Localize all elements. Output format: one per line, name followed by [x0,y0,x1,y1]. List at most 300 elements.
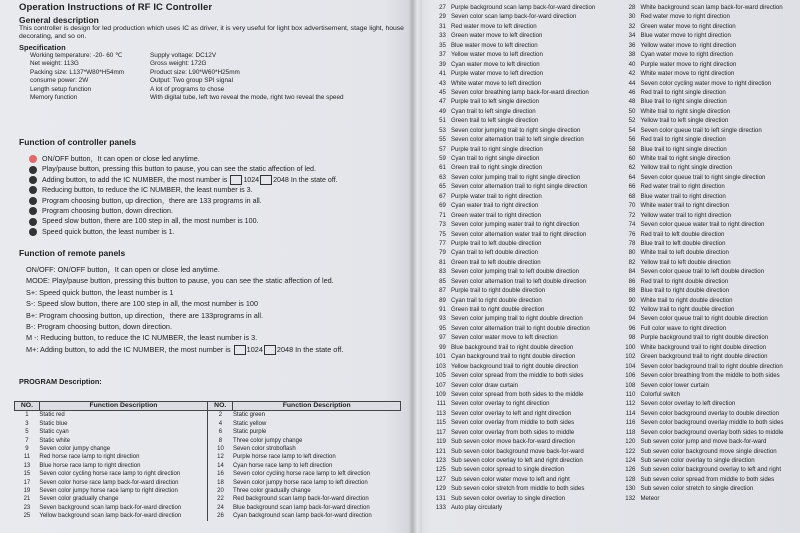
arrow-up-icon [29,197,37,205]
row-number: 79 [439,249,446,257]
row-description: Green background trail to right double direction [640,353,768,361]
row-number: 77 [439,239,446,247]
row-number: 74 [628,221,636,229]
speed-quick-icon [29,228,37,236]
row-number: 1 [25,412,29,419]
row-number: 86 [628,277,636,285]
power-icon [29,155,37,163]
program-row [422,343,800,352]
row-number: 16 [207,470,232,478]
row-description: Purple water move to left direction [450,70,544,78]
general-heading: General description [19,15,99,25]
table-header-row [15,402,401,411]
program-row [422,277,800,286]
row-number: 121 [435,447,446,455]
row-description: Seven color cycling horse race lamp to right direction [39,471,181,478]
spec-item: Length setup function [30,85,92,93]
row-number: 43 [439,79,446,87]
row-description: Cyan water move to left direction [450,60,540,68]
row-description: Static blue [39,420,68,427]
row-description: Static red [39,412,65,419]
program-row [422,88,800,97]
row-description: Static cyan [39,429,69,436]
row-description: Blue water move to right direction [640,32,731,40]
item-text: Speed slow button, there are 100 step in all, the most number is 100. [42,217,259,226]
row-number: 116 [625,419,636,427]
row-number: 87 [439,287,446,295]
row-description: Seven color lower curtain [640,381,709,389]
program-row [422,503,800,512]
row-number: 29 [439,13,446,21]
row-number: 129 [435,485,446,493]
row-description: Seven color horse race lamp back-for-ward direction [39,479,179,486]
row-number: 5 [25,429,29,436]
play-pause-icon [29,166,37,174]
row-description: Seven color alternation trail to right single direction [450,183,588,191]
program-row [422,465,800,474]
program-row [422,239,800,248]
list-item [29,154,404,164]
row-description: Seven background scan lamp back-for-ward direction [39,504,182,511]
row-description: Purple water move to right direction [640,60,737,68]
row-description: Seven color background overlay both sides to middle [640,428,784,436]
row-number: 44 [628,79,636,87]
row-description: Seven color water move to left direction [450,334,558,342]
program-row [422,418,800,427]
program-row [422,192,800,201]
row-description: Yellow water move to left direction [450,51,543,59]
row-number: 36 [628,41,636,49]
row-number: 24 [207,504,232,512]
item-text: ON/OFF button，It can open or close led anytime. [42,155,200,163]
row-number: 96 [628,324,636,332]
row-description: Seven color jumping trail to right double direction [450,315,583,323]
row-number: 123 [435,457,446,464]
row-number: 68 [628,192,636,200]
row-description: White background scan lamp back-for-ward direction [640,4,783,11]
row-description: Cyan background scan lamp back-for-ward direction [232,513,372,520]
row-description: Seven color alternation trail to right double direction [450,324,590,332]
checkbox-icon [234,345,246,355]
row-number: 127 [435,475,446,483]
row-number: 58 [628,145,636,153]
row-number: 26 [207,512,232,520]
row-description: Seven color overlay to right direction [450,400,550,408]
row-number: 131 [435,494,446,502]
row-description: Sub seven color jump and move back-for-ward [640,438,767,446]
program-row [422,69,800,78]
row-number: 19 [23,488,31,495]
row-number: 118 [625,428,636,436]
row-number: 40 [628,60,636,68]
row-number: 34 [628,32,636,40]
row-description: White trail to right single direction [640,155,731,162]
list-item [26,344,404,355]
row-description: Purple trail to right double direction [450,287,546,295]
row-number: 85 [439,277,446,285]
spec-item: Product size: L90*W60*H25mm [150,68,240,76]
row-description: Blue background scan lamp back-for-ward direction [232,504,370,511]
row-number: 41 [439,70,446,78]
row-number: 90 [628,296,636,304]
program-row [422,371,800,380]
row-number: 4 [207,420,232,428]
program-row [422,145,800,154]
row-description: Red horse race lamp to right direction [39,454,140,461]
row-number: 97 [439,334,446,342]
row-number: 73 [439,221,446,229]
program-row [422,494,800,503]
row-number: 62 [628,164,636,172]
row-description: Red trail to right single direction [640,88,726,96]
row-description: Seven color jumping trail to right single direction [450,126,581,134]
row-number: 76 [628,230,636,238]
program-row [422,22,800,31]
row-description: Seven color jumping water trail to right direction [450,221,580,229]
list-item: S-: Speed slow button, there are 100 step in all, the most number is 100 [26,299,259,309]
list-item: M -: Reducing button, to reduce the IC NUMBER, the least number is 3. [26,333,258,343]
row-description: Full color wave to right direction [640,324,727,332]
row-description: Green trail to right double direction [450,306,545,313]
item-text: Play/pause button, pressing this button to pause, you can see the static affection of led. [42,165,316,174]
row-number: 14 [207,462,232,470]
row-description: Blue trail to right single direction [640,98,727,106]
row-description: Cyan horse race lamp to left direction [232,462,333,469]
row-description: Red trail to left double direction [640,230,725,238]
list-item: B+: Program choosing button, up direction，there are 133programs in all. [26,310,264,320]
row-number: 9 [25,446,29,453]
row-number: 93 [439,315,446,323]
table-row [15,428,401,436]
table-row [15,487,401,495]
row-description: Static green [232,412,265,419]
row-description: Blue water move to left direction [450,41,538,49]
row-description: Cyan water move to right direction [640,51,733,59]
item-text: Speed quick button, the least number is 1. [42,227,175,236]
row-description: Seven color overlay to left direction [640,400,736,408]
row-number: 17 [23,479,31,486]
row-number: 65 [439,183,446,191]
row-number: 80 [628,249,636,257]
spec-row [30,60,405,68]
remote-heading: Function of remote panels [19,248,126,258]
program-row [422,126,800,135]
row-description: Seven color breathing from the middle to both sides [640,372,780,380]
program-row [422,107,800,116]
minus-icon [29,186,37,194]
table-row [15,462,401,470]
row-description: Purple trail to left single direction [450,98,540,106]
checkbox-icon [230,175,242,185]
row-description: Green trail to right single direction [450,164,543,172]
row-description: Yellow background scan lamp back-for-ward direction [39,513,182,520]
program-row [422,352,800,361]
row-number: 35 [439,41,446,49]
row-description: Green trail to left single direction [450,117,539,125]
program-row [422,220,800,229]
row-number: 32 [628,22,636,30]
row-description: Seven color jumpy horse race lamp to left direction [232,479,368,486]
row-description: Seven color stroboflash [232,446,296,453]
spec-row [30,52,405,60]
row-description: Sub seven color background move single direction [640,447,777,455]
row-description: Seven color background overlay to double direction [640,409,779,417]
program-row [422,305,800,314]
row-description: Purple background scan lamp back-for-ward direction [450,4,596,11]
controller-heading: Function of controller panels [19,137,137,147]
row-description: Seven color queue trail to right single direction [640,173,766,181]
row-description: Sub seven color overlay to single direction [450,494,566,502]
row-description: Yellow water trail to right direction [640,211,731,219]
row-number: 48 [628,98,636,106]
row-description: Static yellow [232,420,267,427]
row-number: 42 [628,70,636,78]
row-description: Green water move to left direction [450,32,543,40]
list-item [29,196,404,206]
row-number: 20 [207,487,232,495]
row-description: Seven color cycling horse race lamp to left direction [232,471,371,478]
row-number: 94 [628,315,636,323]
program-row [422,41,800,50]
row-number: 78 [628,239,636,247]
item-text: 2048 In the state off. [276,344,344,354]
list-item [29,175,404,185]
row-description: Red water move to left direction [450,22,537,30]
row-number: 88 [628,287,636,295]
row-number: 23 [23,504,31,511]
plus-icon [29,176,37,184]
row-description: Seven color queue water trail to right direction [640,221,765,229]
item-text: M+: Adding button, to add the IC NUMBER, the most number is [26,344,231,354]
row-description: Blue background trail to right double direction [450,343,574,351]
program-row [422,135,800,144]
program-row [422,456,800,465]
remote-list [26,264,404,355]
row-description: Seven color cycling water move to right direction [640,79,772,87]
spec-item: Net weight: 113G [30,60,79,68]
row-number: 95 [439,324,446,332]
program-row [422,447,800,456]
list-item [29,227,404,237]
row-description: Sub seven color spread from middle to both sides [640,475,775,483]
program-row [422,201,800,210]
row-number: 66 [628,183,636,191]
program-row [422,324,800,333]
item-text: Program choosing button, down direction. [42,207,173,216]
row-description: Seven color breathing lamp back-for-ward direction [450,88,589,96]
row-description: Three color jumpy change [232,437,303,444]
row-number: 126 [625,466,636,474]
row-description: Sub seven color stretch to single direction [640,485,754,493]
program-row [422,230,800,239]
row-description: Cyan trail to right double direction [450,296,542,304]
row-description: Sub seven color stretch from middle to both sides [450,485,585,493]
row-description: Three color gradually change [232,488,311,495]
row-number: 112 [625,400,636,408]
row-number: 57 [439,145,446,153]
program-row [422,475,800,484]
row-number: 63 [439,173,446,181]
row-number: 64 [628,173,636,181]
table-row [15,437,401,445]
row-number: 122 [625,447,636,455]
program-row [422,79,800,88]
program-row [422,296,800,305]
program-row [422,381,800,390]
program-row [422,31,800,40]
row-description: Seven color overlay to left and right direction [450,409,572,417]
row-number: 67 [439,192,446,200]
row-number: 100 [625,343,636,351]
list-item [29,206,404,216]
row-description: Seven color queue trail to right double direction [640,315,768,323]
row-description: Yellow trail to left single direction [640,117,729,125]
row-description: Yellow trail to right single direction [640,164,733,172]
row-description: Green water move to right direction [640,22,736,30]
table-row [15,453,401,461]
row-number: 54 [628,126,636,134]
row-number: 25 [23,513,31,520]
program-row [422,399,800,408]
row-number: 107 [435,381,446,389]
row-number: 22 [207,495,232,503]
spec-item: consume power: 2W [30,77,89,85]
row-description: Yellow trail to left double direction [640,258,731,266]
row-description: Yellow trail to right double direction [640,306,735,313]
row-description: Colorful switch [640,390,681,398]
table-row [15,470,401,478]
row-number: 114 [625,409,636,417]
program-row [422,286,800,295]
row-description: Red water trail to right direction [640,183,725,191]
row-number: 30 [628,13,636,21]
list-item: B-: Program choosing button, down direction. [26,322,173,332]
row-number: 132 [625,494,636,502]
row-description: Seven color alternation water trail to right direction [450,230,587,238]
row-description: Cyan trail to left single direction [450,107,536,115]
row-number: 109 [435,390,446,398]
row-description: Purple horse race lamp to left direction [232,454,336,461]
program-row [422,173,800,182]
row-number: 111 [436,400,446,408]
row-description: Blue trail to right double direction [640,287,730,295]
row-description [640,503,800,512]
row-number: 102 [625,353,636,361]
row-description: Seven color jumpy change [39,446,111,453]
spec-item: Packing size: L137*W80*H54mm [30,68,125,76]
row-description: Seven color queue trail to left double direction [640,268,765,276]
row-description: Red background scan lamp back-for-ward direction [232,496,369,503]
row-number: 104 [625,362,636,370]
row-number: 81 [439,258,446,266]
right-page [422,3,800,533]
row-description: Seven color spread from both sides to the middle [450,390,584,398]
row-number: 110 [625,390,636,398]
program-row [422,50,800,59]
row-number: 7 [25,437,29,444]
col-no: NO. [15,402,40,411]
program-row [422,248,800,257]
row-description: Cyan water trail to right direction [450,202,539,210]
row-number: 83 [439,268,446,276]
page-title: Operation Instructions of RF IC Controller [19,2,213,13]
row-description: Sub seven color move back-for-ward direction [450,438,575,446]
row-description: Static white [39,437,71,444]
row-number: 75 [439,230,446,238]
program-row [422,97,800,106]
row-number: 31 [439,22,446,30]
list-item [29,216,404,226]
item-text: 1024 [246,344,263,354]
row-description: Seven color background overlay middle to both sides [640,419,784,427]
list-item: ON/OFF: ON/OFF button，It can open or close led anytime. [26,265,220,274]
row-description: Meteor [640,494,660,502]
row-description: White water move to right direction [640,70,735,78]
row-number: 125 [435,466,446,474]
row-description: Sub seven color background overlay to left and right [640,466,782,474]
row-number: 59 [439,155,446,162]
row-number: 21 [23,496,31,503]
row-number: 37 [439,51,446,59]
row-description: Red water move to right direction [640,13,730,21]
row-number: 12 [207,453,232,461]
row-number: 45 [439,88,446,96]
row-description: Green trail to left double direction [450,258,541,266]
row-description: Seven color jumping trail to left double direction [450,268,579,276]
col-desc: Function Description [39,402,207,411]
table-row [15,504,401,512]
row-description: Auto play circularly [450,504,503,512]
item-text: Program choosing button, up direction，there are 133 programs in all. [42,196,262,205]
row-number: 11 [23,454,31,461]
row-description: Sub seven color spread to single direction [450,466,565,474]
row-number: 10 [207,445,232,453]
row-number: 13 [23,462,31,469]
row-number: 91 [439,306,446,313]
row-number: 39 [439,60,446,68]
program-heading: PROGRAM Description: [19,377,102,386]
row-number: 55 [439,136,446,144]
row-number: 3 [25,420,29,427]
row-description: Cyan trail to right single direction [450,155,540,162]
row-description: Red trail to right single direction [640,136,726,144]
speed-slow-icon [29,218,37,226]
row-number: 28 [628,4,636,11]
row-description: Sub seven color background move back-for-ward [450,447,584,455]
row-description: Red trail to right double direction [640,277,729,285]
col-desc: Function Description [233,402,401,411]
col-no: NO. [207,402,232,411]
row-number: 105 [435,372,446,380]
row-number: 106 [625,372,636,380]
row-description: White trail to right single direction [640,107,731,115]
program-row [422,3,800,12]
row-number: 130 [625,485,636,493]
row-description: Sub seven color overlay to left and right direction [450,457,583,464]
row-description: Cyan background trail to right double direction [450,353,576,361]
row-number: 71 [439,211,446,219]
program-row [422,182,800,191]
item-text: 1024 [243,175,260,184]
table-row [15,445,401,453]
row-description: Blue water trail to right direction [640,192,726,200]
spec-heading: Specification [19,43,66,52]
row-number: 6 [207,428,232,436]
list-item: MODE: Play/pause button, pressing this button to pause, you can see the static affection of led. [26,276,334,286]
row-description: White background trail to right double direction [640,343,767,351]
row-number: 117 [436,428,446,436]
table-row [15,420,401,428]
